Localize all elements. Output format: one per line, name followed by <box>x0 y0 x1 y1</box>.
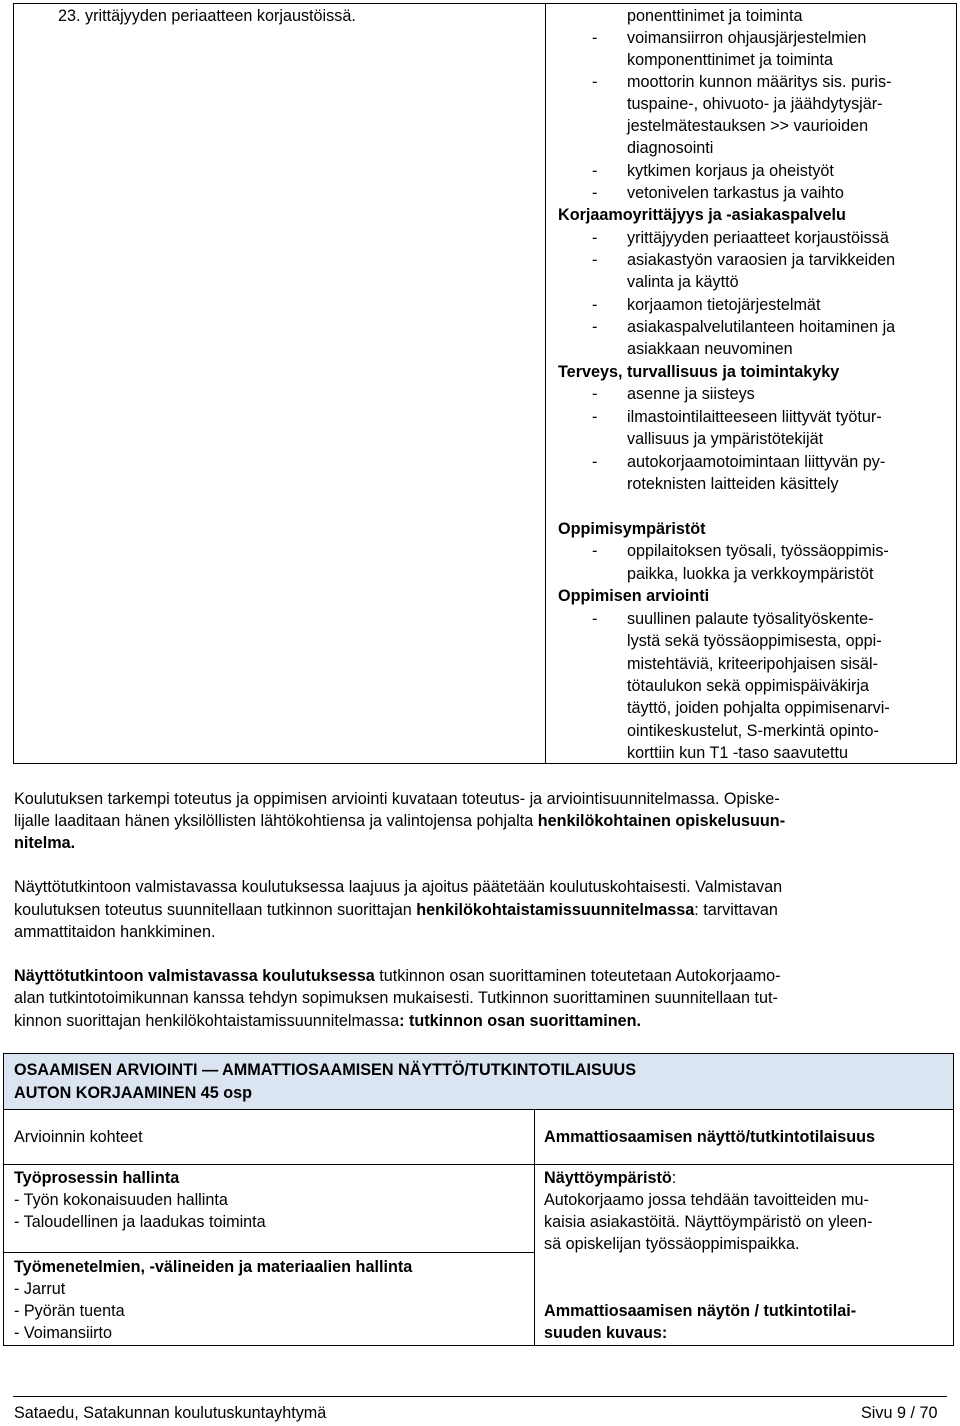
paragraph-line <box>14 965 781 987</box>
paragraph-line <box>14 899 778 921</box>
bullet-dash: - <box>592 542 598 560</box>
bullet-dash: - <box>592 408 598 426</box>
row-divider <box>4 1164 534 1165</box>
list-item: korjaamon tietojärjestelmät <box>627 296 821 314</box>
list-item: oppilaitoksen työsali, työssäoppimis- <box>627 542 889 560</box>
section-heading: Oppimisympäristöt <box>558 520 706 538</box>
criteria-item: - Jarrut <box>14 1280 66 1298</box>
section-heading: Terveys, turvallisuus ja toimintakyky <box>558 363 840 381</box>
list-item: ilmastointilaitteeseen liittyvät työtur- <box>627 408 882 426</box>
left-list-item: 23. yrittäjyyden periaatteen korjaustöissä. <box>58 7 356 25</box>
list-item: korttiin kun T1 -taso saavutettu <box>627 744 849 762</box>
list-item: tuspaine-, ohivuoto- ja jäähdytysjär- <box>627 95 883 113</box>
list-item: asiakastyön varaosien ja tarvikkeiden <box>627 251 896 269</box>
list-item: asenne ja siisteys <box>627 385 755 403</box>
criteria-item: - Pyörän tuenta <box>14 1302 125 1320</box>
bold-text-run: Näyttöympäristö <box>544 1169 672 1187</box>
list-item: diagnosointi <box>627 139 714 157</box>
column-divider <box>534 1109 535 1345</box>
footer-divider <box>13 1396 947 1397</box>
bold-text-run: : tutkinnon osan suorittaminen. <box>399 1012 642 1030</box>
table-header-subtitle: AUTON KORJAAMINEN 45 osp <box>14 1084 253 1102</box>
text-run: : <box>671 1169 677 1187</box>
criteria-item: - Taloudellinen ja laadukas toiminta <box>14 1213 266 1231</box>
list-item: tötaulukon sekä oppimispäiväkirja <box>627 677 870 695</box>
bullet-dash: - <box>592 73 598 91</box>
text-run: kinnon suorittajan henkilökohtaistamissuunnitelmassa <box>14 1012 400 1030</box>
environment-text: kaisia asiakastöitä. Näyttöympäristö on yleen- <box>544 1213 873 1231</box>
bullet-dash: - <box>592 162 598 180</box>
continued-line: ponenttinimet ja toiminta <box>627 7 803 25</box>
paragraph-line <box>14 1010 641 1032</box>
paragraph-line: nitelma. <box>14 834 76 852</box>
bullet-dash: - <box>592 453 598 471</box>
list-item: yrittäjyyden periaatteet korjaustöissä <box>627 229 889 247</box>
list-item: valinta ja käyttö <box>627 273 739 291</box>
bullet-dash: - <box>592 610 598 628</box>
bullet-dash: - <box>592 296 598 314</box>
criteria-item: - Voimansiirto <box>14 1324 113 1342</box>
criteria-title: Työprosessin hallinta <box>14 1169 180 1187</box>
paragraph-line: Näyttötutkintoon valmistavassa koulutuksessa laajuus ja ajoitus päätetään koulutuskohtaisesti. Valmistavan <box>14 878 783 896</box>
list-item: kytkimen korjaus ja oheistyöt <box>627 162 834 180</box>
footer-page-number: Sivu 9 / 70 <box>861 1404 938 1422</box>
bullet-dash: - <box>592 184 598 202</box>
criteria-item: - Työn kokonaisuuden hallinta <box>14 1191 228 1209</box>
environment-text: Autokorjaamo jossa tehdään tavoitteiden mu- <box>544 1191 869 1209</box>
column-title: Ammattiosaamisen näyttö/tutkintotilaisuus <box>544 1128 875 1146</box>
bold-text-run: Näyttötutkintoon valmistavassa koulutuksessa <box>14 967 375 985</box>
bullet-dash: - <box>592 385 598 403</box>
column-divider <box>545 4 546 763</box>
text-run: koulutuksen toteutus suunnitellaan tutkinnon suorittajan <box>14 901 417 919</box>
row-divider <box>534 1164 953 1165</box>
list-item: vallisuus ja ympäristötekijät <box>627 430 824 448</box>
row-divider <box>4 1252 534 1253</box>
list-item: jestelmätestauksen >> vaurioiden <box>627 117 869 135</box>
bullet-dash: - <box>592 318 598 336</box>
list-item: suullinen palaute työsalityöskente- <box>627 610 874 628</box>
environment-title <box>544 1167 676 1189</box>
footer-organization: Sataedu, Satakunnan koulutuskuntayhtymä <box>14 1404 327 1422</box>
list-item: paikka, luokka ja verkkoympäristöt <box>627 565 874 583</box>
column-title: Arvioinnin kohteet <box>14 1128 143 1146</box>
list-item: ointikeskustelut, S-merkintä opinto- <box>627 722 879 740</box>
list-item: lystä sekä työssäoppimisesta, oppi- <box>627 632 882 650</box>
list-item: asiakkaan neuvominen <box>627 340 793 358</box>
text-run: : tarvittavan <box>694 901 778 919</box>
bullet-dash: - <box>592 251 598 269</box>
bullet-dash: - <box>592 229 598 247</box>
criteria-title: Työmenetelmien, -välineiden ja materiaalien hallinta <box>14 1258 413 1276</box>
list-item: mistehtäviä, kriteeripohjaisen sisäl- <box>627 655 879 673</box>
description-title: suuden kuvaus: <box>544 1324 668 1342</box>
table-header-title: OSAAMISEN ARVIOINTI — AMMATTIOSAAMISEN NÄYTTÖ/TUTKINTOTILAISUUS <box>14 1061 637 1079</box>
list-item: roteknisten laitteiden käsittely <box>627 475 839 493</box>
paragraph-line <box>14 810 785 832</box>
text-run: tutkinnon osan suorittaminen toteutetaan Autokorjaamo- <box>374 967 781 985</box>
list-item: asiakaspalvelutilanteen hoitaminen ja <box>627 318 896 336</box>
list-item: komponenttinimet ja toiminta <box>627 51 834 69</box>
bold-text-run: henkilökohtainen opiskelusuun- <box>537 812 786 830</box>
list-item: autokorjaamotoimintaan liittyvän py- <box>627 453 886 471</box>
list-item: täyttö, joiden pohjalta oppimisenarvi- <box>627 699 890 717</box>
paragraph-line: ammattitaidon hankkiminen. <box>14 923 216 941</box>
text-run: lijalle laaditaan hänen yksilöllisten lähtökohtiensa ja valintojensa pohjalta <box>14 812 538 830</box>
section-heading: Oppimisen arviointi <box>558 587 710 605</box>
list-item: voimansiirron ohjausjärjestelmien <box>627 29 867 47</box>
paragraph-line: Koulutuksen tarkempi toteutus ja oppimisen arviointi kuvataan toteutus- ja arviointisuunnitelmassa. Opiske- <box>14 790 780 808</box>
list-item: vetonivelen tarkastus ja vaihto <box>627 184 844 202</box>
bullet-dash: - <box>592 29 598 47</box>
list-item: moottorin kunnon määritys sis. puris- <box>627 73 892 91</box>
section-heading: Korjaamoyrittäjyys ja -asiakaspalvelu <box>558 206 846 224</box>
bold-text-run: henkilökohtaistamissuunnitelmassa <box>416 901 695 919</box>
environment-text: sä opiskelijan työssäoppimispaikka. <box>544 1235 800 1253</box>
paragraph-line: alan tutkintotoimikunnan kanssa tehdyn sopimuksen mukaisesti. Tutkinnon suorittaminen suunnitellaan tut- <box>14 989 778 1007</box>
description-title: Ammattiosaamisen näytön / tutkintotilai- <box>544 1302 857 1320</box>
